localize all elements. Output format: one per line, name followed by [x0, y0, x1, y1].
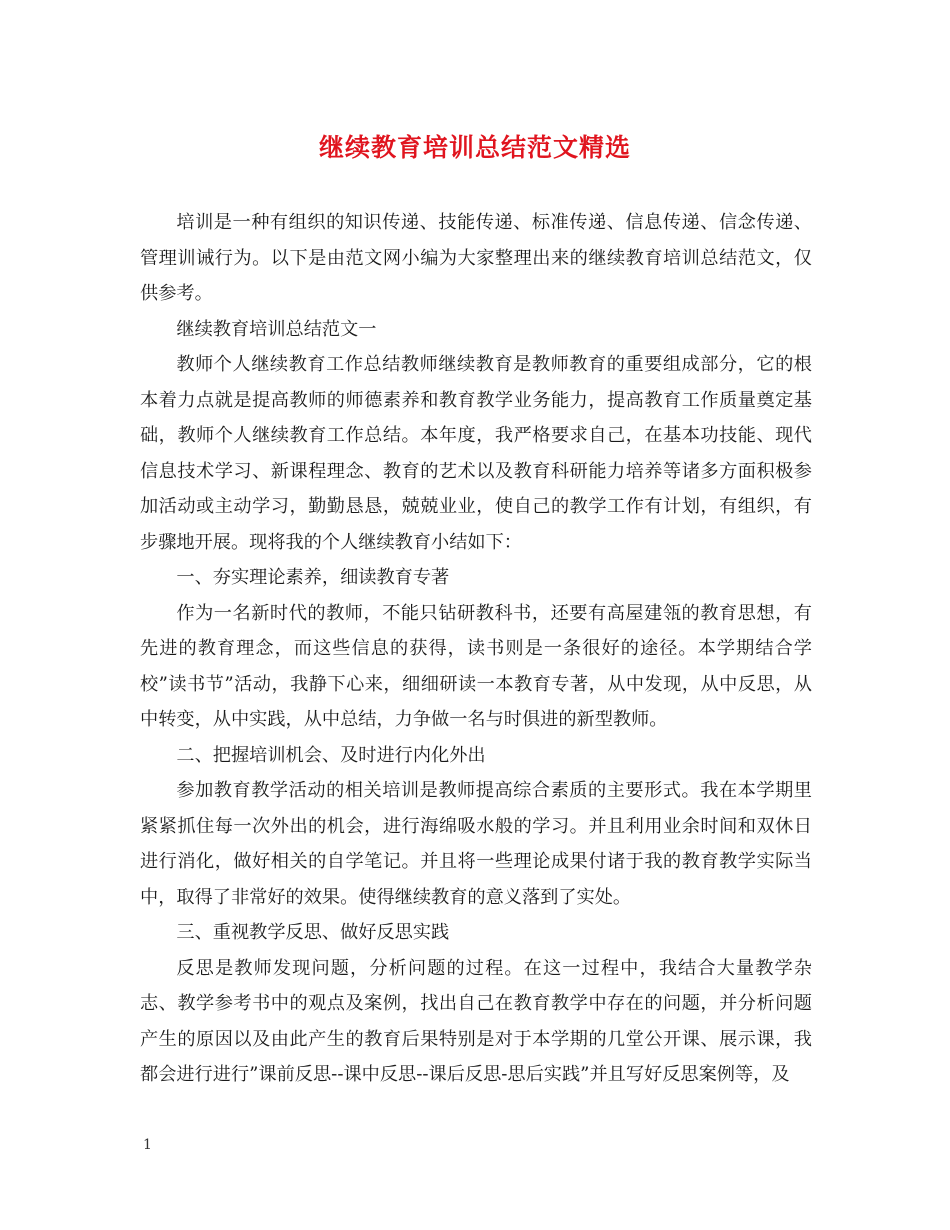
section-heading-2: 二、把握培训机会、及时进行内化外出: [176, 744, 486, 766]
section-heading-1: 一、夯实理论素养，细读教育专著: [176, 567, 450, 588]
body-paragraph: 教师个人继续教育工作总结教师继续教育是教师教育的重要组成部分，它的根本着力点就是提高教师的师德素养和教育教学业务能力，提高教育工作质量奠定基础，教师个人继续教育工作总结。本年度，我严格要求自己，在基本功技能、现代信息技术学习、新课程理念、教育的艺术以及教育科研能力培养等诸多方面积极参加活动或主动学习，勤勤恳恳，兢兢业业，使自己的教学工作有计划，有组织，有步骤地开展。现将我的个人继续教育小结如下：: [140, 354, 812, 553]
intro-paragraph: 培训是一种有组织的知识传递、技能传递、标准传递、信息传递、信念传递、管理训诫行为。以下是由范文网小编为大家整理出来的继续教育培训总结范文，仅供参考。: [140, 212, 812, 304]
page-number: 1: [143, 1137, 152, 1153]
document-body: [140, 205, 812, 1093]
body-paragraph: 参加教育教学活动的相关培训是教师提高综合素质的主要形式。我在本学期里紧紧抓住每一次外出的机会，进行海绵吸水般的学习。并且利用业余时间和双休日进行消化，做好相关的自学笔记。并且将一些理论成果付诸于我的教育教学实际当中，取得了非常好的效果。使得继续教育的意义落到了实处。: [140, 780, 812, 908]
body-paragraph: 作为一名新时代的教师，不能只钻研教科书，还要有高屋建瓴的教育思想，有先进的教育理念，而这些信息的获得，读书则是一条很好的途径。本学期结合学校”读书节”活动，我静下心来，细细研读一本教育专著，从中发现，从中反思，从中转变，从中实践，从中总结，力争做一名与时俱进的新型教师。: [140, 602, 812, 730]
section-heading-3: 三、重视教学反思、做好反思实践: [176, 922, 450, 943]
body-paragraph: 反思是教师发现问题，分析问题的过程。在这一过程中，我结合大量教学杂志、教学参考书中的观点及案例，找出自己在教育教学中存在的问题，并分析问题产生的原因以及由此产生的教育后果特别是对于本学期的几堂公开课、展示课，我都会进行进行”课前反思--课中反思--课后反思-思后实践”并且写好反思案例等，及: [140, 957, 812, 1085]
document-title: 继续教育培训总结范文精选: [318, 133, 631, 162]
section-heading-sample-one: 继续教育培训总结范文一: [176, 318, 377, 340]
